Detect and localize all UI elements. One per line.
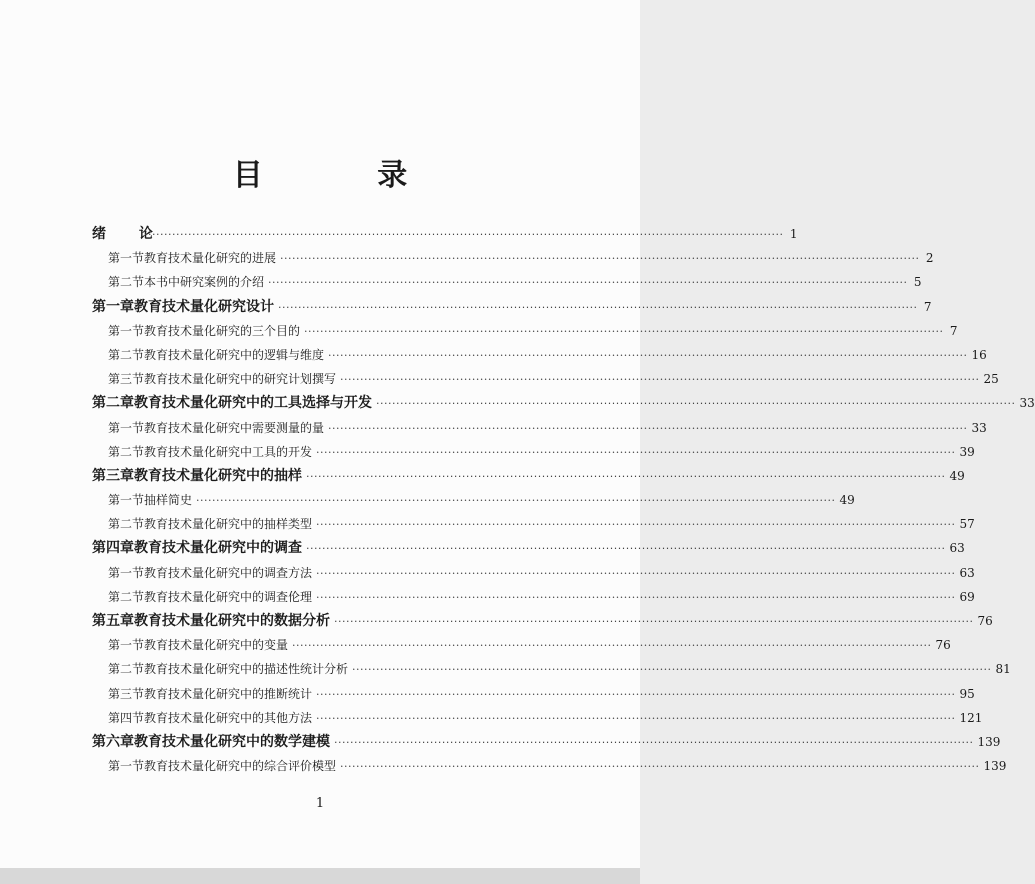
toc-entry-title: 教育技术量化研究中的数据分析 (134, 613, 330, 629)
toc-entry-number: 第三节 (108, 372, 145, 387)
toc-chapter-entry (92, 391, 1035, 415)
toc-entry-page: 63 (959, 565, 975, 580)
toc-section-entry (92, 754, 1007, 778)
dot-leader: ································································································································································ (292, 639, 932, 653)
toc-entry-number: 绪 论 (92, 226, 167, 242)
toc-entry-number: 第一节 (108, 759, 145, 774)
toc-entry-page: 139 (977, 734, 1001, 749)
toc-entry-title: 教育技术量化研究中的工具选择与开发 (134, 395, 372, 412)
toc-chapter-entry (92, 730, 1001, 754)
toc-section-entry (92, 416, 987, 440)
dot-leader: ································································································································································ (280, 252, 920, 266)
toc-entry-page: 25 (983, 372, 999, 387)
toc-entry-title: 教育技术量化研究设计 (134, 298, 274, 315)
toc-chapter-entry (92, 222, 798, 246)
toc-section-entry (92, 585, 975, 609)
toc-entry-title: 教育技术量化研究中的调查方法 (144, 565, 313, 580)
toc-entry-title: 教育技术量化研究中的推断统计 (144, 686, 313, 701)
toc-section-entry (92, 270, 922, 294)
toc-chapter-entry (92, 295, 932, 319)
toc-entry-number: 第二节 (108, 589, 145, 604)
toc-section-entry (92, 319, 958, 343)
toc-entry-page: 7 (949, 323, 958, 338)
toc-entry-page: 63 (949, 541, 965, 556)
toc-entry-title: 教育技术量化研究的进展 (144, 251, 277, 266)
toc-entry-number: 第一节 (108, 493, 145, 508)
toc-entry-page: 16 (971, 347, 987, 362)
toc-section-entry (92, 706, 983, 730)
dot-leader: ································································································································································ (196, 494, 836, 508)
toc-entry-page: 76 (935, 638, 951, 653)
toc-entry-number: 第四章 (92, 540, 134, 557)
toc-entry-page: 39 (959, 444, 975, 459)
toc-entry-page: 7 (923, 299, 932, 314)
toc-entry-title: 教育技术量化研究中的研究计划撰写 (144, 372, 337, 387)
toc-entry-title: 教育技术量化研究中的抽样类型 (144, 517, 313, 532)
dot-leader: ································································································································································ (144, 228, 784, 241)
dot-leader: ································································································································································ (306, 542, 946, 556)
dot-leader: ································································································································································ (316, 518, 956, 532)
dot-leader: ································································································································································ (304, 324, 944, 338)
scan-edge (0, 868, 640, 884)
dot-leader: ································································································································································ (316, 711, 956, 725)
toc-chapter-entry (92, 536, 965, 560)
toc-entry-title: 本书中研究案例的介绍 (144, 275, 265, 290)
toc-entry-number: 第六章 (92, 733, 134, 750)
table-of-contents (92, 222, 1035, 778)
toc-entry-number: 第一节 (108, 565, 145, 580)
toc-entry-number: 第五章 (92, 613, 134, 629)
toc-entry-title: 教育技术量化研究中的调查 (134, 540, 302, 557)
toc-section-entry (92, 367, 999, 391)
page-title: 目 录 (232, 158, 460, 193)
toc-entry-number: 第四节 (108, 710, 145, 725)
toc-entry-page: 76 (977, 614, 993, 628)
dot-leader: ································································································································································ (334, 735, 974, 749)
dot-leader: ································································································································································ (340, 760, 980, 774)
toc-section-entry (92, 246, 934, 270)
dot-leader: ································································································································································ (340, 373, 980, 387)
toc-entry-page: 33 (1019, 396, 1035, 411)
dot-leader: ································································································································································ (278, 300, 918, 314)
toc-entry-page: 69 (959, 589, 975, 604)
dot-leader: ································································································································································ (328, 348, 968, 362)
toc-entry-title: 教育技术量化研究的三个目的 (144, 323, 301, 338)
dot-leader: ································································································································································ (316, 566, 956, 580)
dot-leader: ································································································································································ (328, 421, 968, 435)
toc-entry-title: 教育技术量化研究中需要测量的量 (144, 420, 325, 435)
toc-entry-page: 81 (995, 662, 1011, 677)
toc-entry-title: 教育技术量化研究中的综合评价模型 (144, 759, 337, 774)
toc-entry-number: 第二节 (108, 347, 145, 362)
toc-entry-page: 1 (789, 227, 798, 241)
toc-entry-title: 教育技术量化研究中的抽样 (134, 467, 302, 484)
toc-entry-number: 第一节 (108, 251, 145, 266)
toc-entry-number: 第一节 (108, 323, 145, 338)
toc-entry-number: 第一节 (108, 638, 145, 653)
toc-entry-title: 教育技术量化研究中的其他方法 (144, 710, 313, 725)
toc-entry-number: 第三章 (92, 467, 134, 484)
toc-entry-page: 49 (839, 493, 855, 508)
toc-chapter-entry (92, 609, 993, 633)
toc-entry-number: 第一章 (92, 298, 134, 315)
dot-leader: ································································································································································ (306, 469, 946, 483)
dot-leader: ································································································································································ (352, 663, 992, 677)
dot-leader: ································································································································································ (376, 397, 1016, 411)
toc-entry-page: 49 (949, 468, 965, 483)
dot-leader: ································································································································································ (316, 687, 956, 701)
toc-entry-number: 第二章 (92, 395, 134, 412)
footer-page-number: 1 (315, 796, 325, 811)
toc-entry-number: 第一节 (108, 420, 145, 435)
toc-entry-page: 95 (959, 686, 975, 701)
dot-leader: ································································································································································ (316, 445, 956, 459)
toc-section-entry (92, 343, 987, 367)
toc-section-entry (92, 440, 975, 464)
toc-entry-title: 教育技术量化研究中的调查伦理 (144, 589, 313, 604)
toc-section-entry (92, 682, 975, 706)
toc-entry-page: 121 (959, 710, 983, 725)
toc-entry-title: 教育技术量化研究中的逻辑与维度 (144, 347, 325, 362)
toc-entry-page: 57 (959, 517, 975, 532)
toc-entry-number: 第三节 (108, 686, 145, 701)
toc-entry-number: 第二节 (108, 275, 145, 290)
toc-section-entry (92, 633, 951, 657)
toc-entry-page: 2 (925, 251, 934, 266)
toc-entry-title: 教育技术量化研究中的数学建模 (134, 733, 330, 750)
toc-section-entry (92, 657, 1011, 681)
toc-entry-title: 教育技术量化研究中工具的开发 (144, 444, 313, 459)
toc-entry-title: 教育技术量化研究中的描述性统计分析 (144, 662, 349, 677)
dot-leader: ································································································································································ (316, 590, 956, 604)
toc-entry-page: 139 (983, 759, 1007, 774)
toc-entry-number: 第二节 (108, 444, 145, 459)
toc-entry-title: 教育技术量化研究中的变量 (144, 638, 289, 653)
toc-chapter-entry (92, 464, 965, 488)
toc-entry-number: 第二节 (108, 662, 145, 677)
toc-entry-page: 33 (971, 420, 987, 435)
toc-section-entry (92, 488, 855, 512)
toc-entry-number: 第二节 (108, 517, 145, 532)
dot-leader: ································································································································································ (334, 615, 974, 628)
toc-section-entry (92, 561, 975, 585)
toc-section-entry (92, 512, 975, 536)
toc-entry-title: 抽样简史 (144, 493, 193, 508)
toc-entry-page: 5 (913, 275, 922, 290)
dot-leader: ································································································································································ (268, 276, 908, 290)
